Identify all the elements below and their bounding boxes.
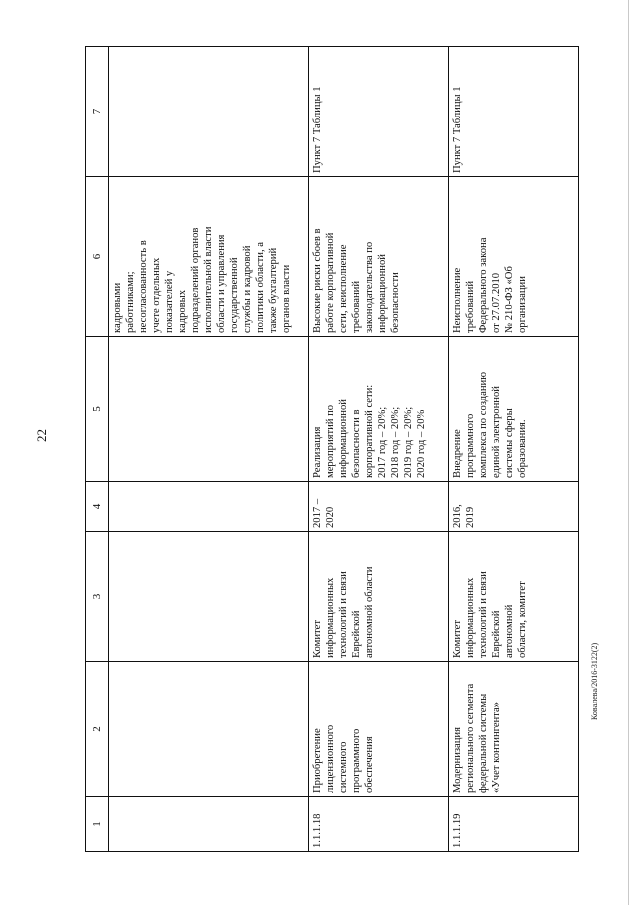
footer-code: Ковалева/2016-3122(2) bbox=[590, 642, 599, 720]
table-row bbox=[309, 47, 449, 852]
table-row bbox=[109, 47, 309, 852]
program-measures-table bbox=[85, 46, 579, 852]
cell-number bbox=[109, 797, 309, 852]
header-col-1: 1 bbox=[86, 797, 109, 852]
cell-result: Реализация мероприятий по информационной безопасности в корпоративной сети: 2017 год – 20%; 2018 год – 20%; 2019 год – 20%; 2020 год – 20% bbox=[309, 337, 449, 482]
cell-period bbox=[109, 482, 309, 532]
cell-result: Внедрение программного комплекса по созданию единой электронной системы сферы образования. bbox=[449, 337, 579, 482]
page-number: 22 bbox=[34, 429, 49, 442]
cell-executor: Комитет информационных технологий и связи Еврейской автономной области bbox=[309, 532, 449, 662]
cell-link: Пункт 7 Таблицы 1 bbox=[309, 47, 449, 177]
cell-consequence: Неисполнение требований Федерального закона от 27.07.2010 № 210-ФЗ «Об организации bbox=[449, 177, 579, 337]
cell-measure: Приобретение лицензионного системного программного обеспечения bbox=[309, 662, 449, 797]
header-col-6: 6 bbox=[86, 177, 109, 337]
cell-period: 2016, 2019 bbox=[449, 482, 579, 532]
table-row bbox=[449, 47, 579, 852]
cell-executor bbox=[109, 532, 309, 662]
cell-number: 1.1.1.18 bbox=[309, 797, 449, 852]
scan-edge-line bbox=[628, 0, 629, 905]
header-row bbox=[86, 47, 109, 852]
cell-link: Пункт 7 Таблицы 1 bbox=[449, 47, 579, 177]
cell-period: 2017 – 2020 bbox=[309, 482, 449, 532]
cell-measure: Модернизация регионального сегмента федеральной системы «Учет контингента» bbox=[449, 662, 579, 797]
header-col-3: 3 bbox=[86, 532, 109, 662]
header-col-5: 5 bbox=[86, 337, 109, 482]
cell-result bbox=[109, 337, 309, 482]
rotated-table-container bbox=[85, 47, 575, 852]
cell-consequence: кадровыми работниками; несогласованность в учете отдельных показателей у кадровых подразделений органов исполнительной власти области и управления государственной службы и кадровой политики области, а также бухгалтерий органов власти bbox=[109, 177, 309, 337]
header-col-7: 7 bbox=[86, 47, 109, 177]
header-col-4: 4 bbox=[86, 482, 109, 532]
cell-measure bbox=[109, 662, 309, 797]
header-col-2: 2 bbox=[86, 662, 109, 797]
cell-number: 1.1.1.19 bbox=[449, 797, 579, 852]
cell-consequence: Высокие риски сбоев в работе корпоративной сети, неисполнение требований законодательства по информационной безопасности bbox=[309, 177, 449, 337]
cell-executor: Комитет информационных технологий и связи Еврейской автономной области, комитет bbox=[449, 532, 579, 662]
cell-link bbox=[109, 47, 309, 177]
